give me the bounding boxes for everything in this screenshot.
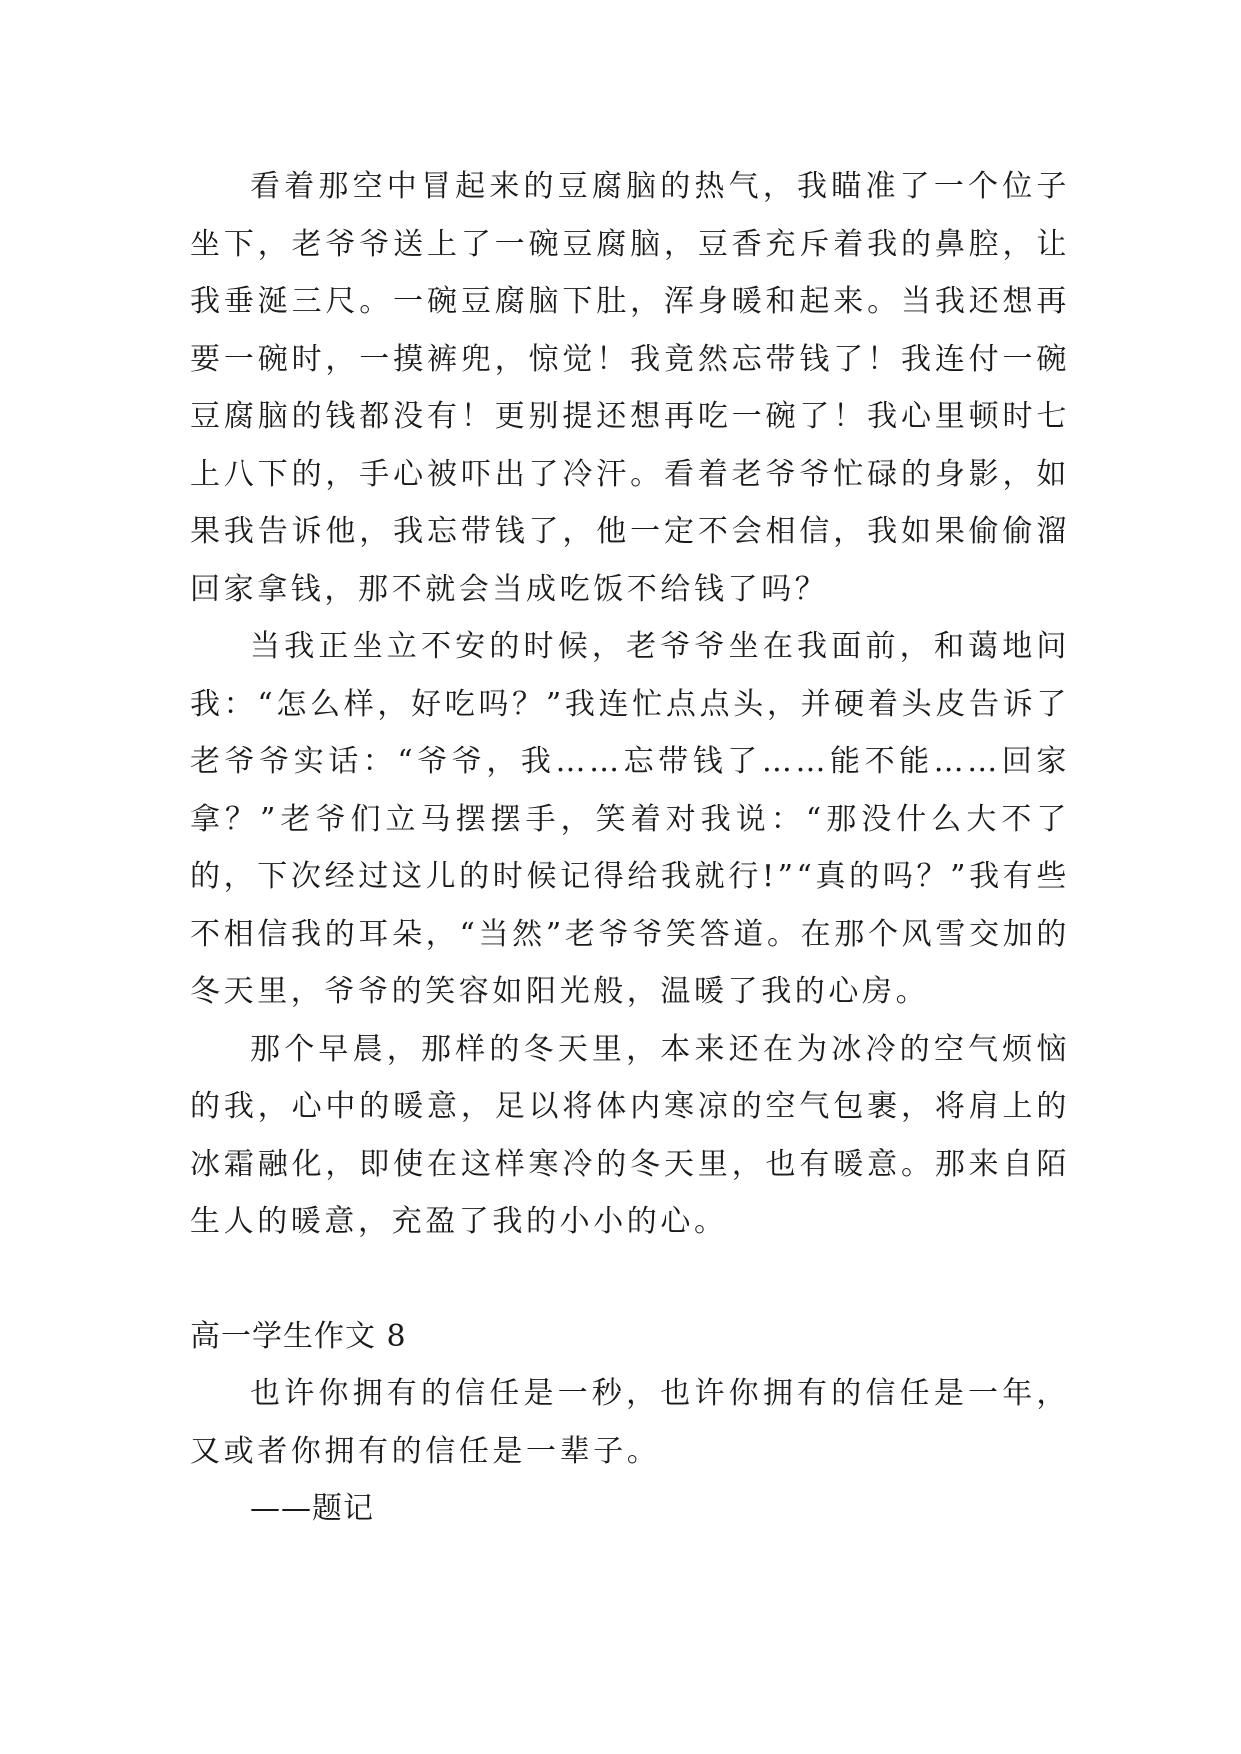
paragraph-1: 看着那空中冒起来的豆腐脑的热气，我瞄准了一个位子坐下，老爷爷送上了一碗豆腐脑，豆香充斥着我的鼻腔，让我垂涎三尺。一碗豆腐脑下肚，浑身暖和起来。当我还想再要一碗时，一摸裤兜，惊觉！我竟然忘带钱了！我连付一碗豆腐脑的钱都没有！更别提还想再吃一碗了！我心里顿时七上八下的，手心被吓出了冷汗。看着老爷爷忙碌的身影，如果我告诉他，我忘带钱了，他一定不会相信，我如果偷偷溜回家拿钱，那不就会当成吃饭不给钱了吗？: [190, 169, 1070, 607]
epigraph: 也许你拥有的信任是一秒，也许你拥有的信任是一年，又或者你拥有的信任是一辈子。: [190, 1376, 1070, 1469]
document-body: [190, 158, 1070, 1538]
epigraph-signature: ——题记: [250, 1491, 374, 1526]
paragraph-2: 当我正坐立不安的时候，老爷爷坐在我面前，和蔼地问我：“怎么样，好吃吗？”我连忙点点头，并硬着头皮告诉了老爷爷实话：“爷爷，我……忘带钱了……能不能……回家拿？”老爷们立马摆摆手，笑着对我说：“那没什么大不了的，下次经过这儿的时候记得给我就行!”“真的吗？”我有些不相信我的耳朵，“当然”老爷爷笑答道。在那个风雪交加的冬天里，爷爷的笑容如阳光般，温暖了我的心房。: [190, 629, 1070, 1009]
paragraph-3: 那个早晨，那样的冬天里，本来还在为冰冷的空气烦恼的我，心中的暖意，足以将体内寒凉的空气包裹，将肩上的冰霜融化，即使在这样寒冷的冬天里，也有暖意。那来自陌生人的暖意，充盈了我的小小的心。: [190, 1031, 1070, 1239]
essay-title: 高一学生作文 8: [190, 1318, 407, 1354]
